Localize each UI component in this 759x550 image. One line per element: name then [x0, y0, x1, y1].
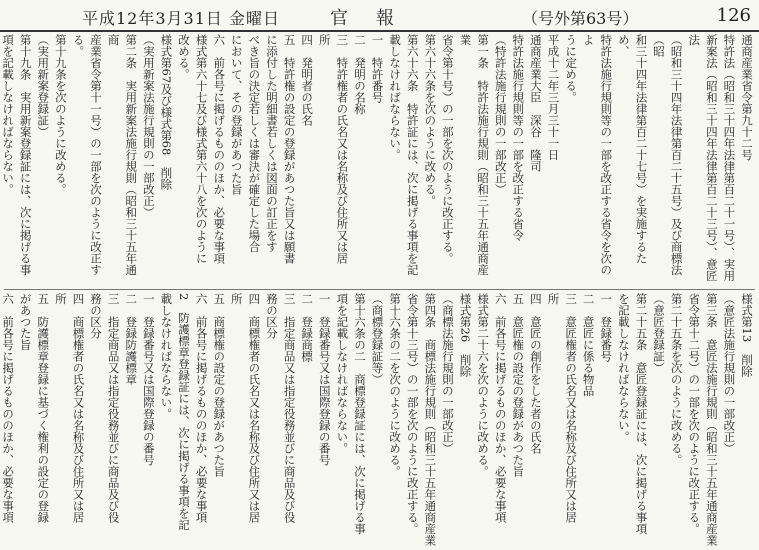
text-column: に添付した明細書若しくは図面の訂正をす	[264, 34, 279, 253]
text-column: （商標登録証等）	[370, 293, 385, 385]
text-column: 三 意匠権者の氏名又は名称及び住所又は居	[564, 293, 579, 523]
text-column: 三 特許権者の氏名又は名称及び住所又は居	[335, 34, 350, 264]
text-column: 二 意匠に係る物品	[581, 293, 596, 397]
text-column: 所	[546, 293, 561, 305]
section-divider	[4, 289, 755, 290]
gazette-header	[0, 0, 759, 32]
text-column: 所	[317, 34, 332, 46]
text-column: 四 商標権者の氏名又は名称及び住所又は居	[247, 293, 262, 523]
text-column: 第十九条を次のように改める。	[53, 34, 68, 195]
text-column: 二 登録防護標章	[124, 293, 139, 385]
text-column: 二 登録商標	[300, 293, 315, 362]
text-column: 六 前各号に掲げるもののほか、必要な事項	[1, 293, 16, 523]
text-column: において、その登録があつた旨	[229, 34, 244, 195]
issue-date: 平成12年3月31日 金曜日	[82, 9, 280, 28]
gazette-title: 官報	[330, 8, 422, 29]
text-column: 載しなければならない。	[388, 34, 403, 161]
text-column: 平成十二年三月三十一日	[546, 34, 561, 161]
text-column: 通商産業大臣 深谷 隆司	[528, 34, 543, 172]
page-number: 126	[716, 5, 751, 26]
text-column: 一 特許番号	[370, 34, 385, 103]
text-column: 産業省令第十一号）の一部を次のように改正す	[89, 34, 104, 276]
text-column: 一 登録番号又は国際登録の番号	[141, 293, 156, 466]
text-column: 三 指定商品又は指定役務並びに商品及び役	[106, 293, 121, 523]
text-column: 項を記載しなければならない。	[1, 34, 16, 195]
text-column: 所	[53, 293, 68, 305]
text-column: 新案法（昭和三十四年法律第百二十三号）、意匠法	[687, 34, 719, 282]
text-column: 所	[229, 293, 244, 305]
text-column: 第十六条の二 商標登録証には、次に掲げる事	[352, 293, 367, 535]
text-column: 様式第67及び様式第68 削除	[159, 34, 174, 190]
text-column: 省令第十三号）の一部を次のように改正する。	[405, 293, 420, 535]
text-column: 二 発明の名称	[352, 34, 367, 115]
text-column: 四 発明者の氏名	[300, 34, 315, 126]
text-column: （実用新案登録証）	[36, 34, 51, 138]
text-column: 六 前各号に掲げるもののほか、必要な事項	[493, 293, 508, 523]
issue-number: （号外第63号）	[522, 9, 639, 28]
text-column: 四 意匠の創作をした者の氏名	[528, 293, 543, 454]
text-column: 第二十五条を次のように改める。	[669, 293, 684, 466]
text-column: があつた旨	[18, 293, 33, 351]
text-column: 通商産業省令第九十二号	[740, 34, 754, 161]
text-column: 三 指定商品又は指定役務並びに商品及び役	[282, 293, 297, 523]
text-column: 六 前各号に掲げるもののほか、必要な事項	[194, 293, 209, 523]
text-column: （昭和三十四年法律第百二十五号）及び商標法（昭	[652, 34, 684, 276]
text-column: 務の区分	[89, 293, 104, 339]
text-column: （特許法施行規則の一部改正）	[493, 34, 508, 195]
text-column: 第二十五条 意匠登録証には、次に掲げる事項	[634, 293, 649, 535]
text-column: 一 登録番号	[599, 293, 614, 362]
text-column: 四 商標権者の氏名又は名称及び住所又は居	[71, 293, 86, 523]
text-column: 五 特許権の設定の登録があつた旨又は願書	[282, 34, 297, 264]
text-column: うに定める。	[564, 34, 579, 103]
text-column: 務の区分	[264, 293, 279, 339]
text-column: 特許法施行規則等の一部を改正する省令を次のよ	[581, 34, 614, 276]
text-column: 様式第二十六を次のように改める。	[476, 293, 491, 477]
text-column: 第三条 意匠法施行規則（昭和三十五年通商産業	[704, 293, 719, 546]
text-column: 第十九条 実用新案登録証には、次に掲げる事	[18, 34, 33, 276]
text-column: 五 意匠権の設定の登録があつた旨	[511, 293, 526, 477]
text-column: を記載しなければならない。	[616, 293, 631, 443]
text-column: 2 防護標章登録証には、次に掲げる事項を記	[177, 293, 191, 531]
text-column: 第四条 商標法施行規則（昭和三十五年通商産業	[423, 293, 438, 546]
text-column: （実用新案法施行規則の一部改正）	[141, 34, 156, 218]
text-column: 様式第26 削除	[458, 293, 473, 377]
text-column: 五 防護標章登録に基づく権利の設定の登録	[36, 293, 51, 523]
text-column: （意匠登録証）	[652, 293, 667, 374]
text-column: 特許法施行規則等の一部を改正する省令	[511, 34, 526, 241]
text-column: 省令第十号）の一部を次のように改正する。	[440, 34, 455, 264]
text-column: 改める。	[177, 34, 191, 80]
text-column: 特許法（昭和三十四年法律第百二十一号）、実用	[722, 34, 737, 282]
upper-text-block	[1, 34, 755, 286]
text-column: 項を記載しなければならない。	[335, 293, 350, 454]
text-column: 第六十六条 特許証には、次に掲げる事項を記	[405, 34, 420, 276]
text-column: べき旨の決定若しくは審決が確定した場合	[247, 34, 262, 253]
text-column: 五 商標権の設定の登録があつた旨	[212, 293, 227, 477]
text-column: 様式第13 削除	[740, 293, 754, 377]
text-column: 和三十四年法律第百二十七号）を実施するため、	[616, 34, 649, 264]
text-column: 載しなければならない。	[159, 293, 174, 420]
text-column: （意匠法施行規則の一部改正）	[722, 293, 737, 454]
text-column: （商標法施行規則の一部改正）	[440, 293, 455, 454]
text-column: 様式第六十七及び様式第六十八を次のように	[194, 34, 209, 264]
text-column: 第十六条の二を次のように改める。	[388, 293, 403, 477]
lower-text-block	[1, 293, 755, 548]
text-column: 六 前各号に掲げるもののほか、必要な事項	[212, 34, 227, 264]
text-column: る。	[71, 34, 86, 57]
text-column: 第六十六条を次のように改める。	[423, 34, 438, 207]
text-column: 一 登録番号又は国際登録の番号	[317, 293, 332, 466]
text-column: 第二条 実用新案法施行規則（昭和三十五年通商	[106, 34, 139, 276]
text-column: 省令第十二号）の一部を次のように改正する。	[687, 293, 702, 535]
text-column: 第一条 特許法施行規則（昭和三十五年通商産業	[458, 34, 491, 276]
